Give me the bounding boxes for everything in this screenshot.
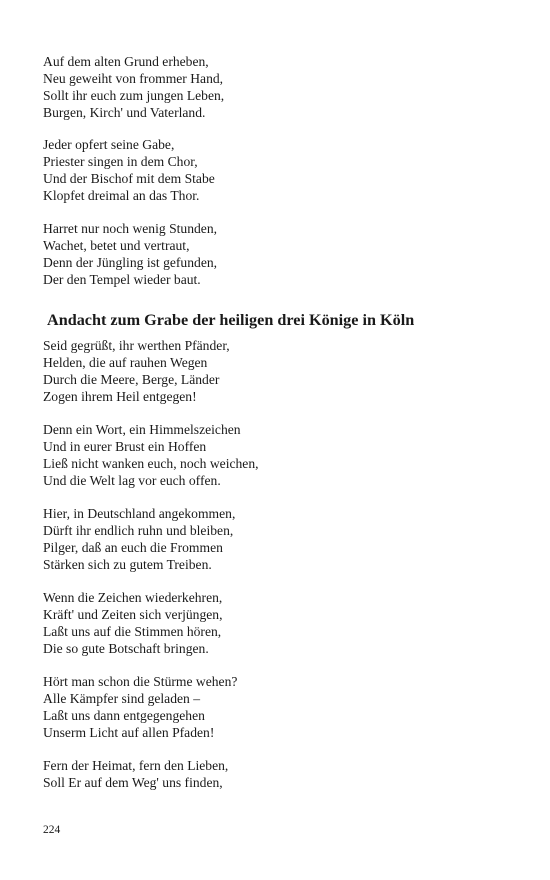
stanza-6: [43, 505, 513, 573]
verse-line: Wenn die Zeichen wiederkehren,: [43, 590, 223, 605]
verse-line: Unserm Licht auf allen Pfaden!: [43, 725, 215, 740]
stanza-3: [43, 220, 513, 288]
verse-line: Klopfet dreimal an das Thor.: [43, 188, 200, 203]
verse-line: Burgen, Kirch' und Vaterland.: [43, 105, 206, 120]
verse-line: Und der Bischof mit dem Stabe: [43, 171, 215, 186]
verse-line: Und in eurer Brust ein Hoffen: [43, 439, 207, 454]
verse-line: Und die Welt lag vor euch offen.: [43, 473, 221, 488]
verse-line: Laßt uns auf die Stimmen hören,: [43, 624, 222, 639]
verse-line: Neu geweiht von frommer Hand,: [43, 71, 224, 86]
verse-line: Denn ein Wort, ein Himmelszeichen: [43, 422, 241, 437]
verse-line: Denn der Jüngling ist gefunden,: [43, 255, 218, 270]
verse-line: Fern der Heimat, fern den Lieben,: [43, 758, 229, 773]
verse-line: Hier, in Deutschland angekommen,: [43, 506, 236, 521]
verse-line: Hört man schon die Stürme wehen?: [43, 674, 238, 689]
verse-line: Dürft ihr endlich ruhn und bleiben,: [43, 523, 234, 538]
verse-line: Auf dem alten Grund erheben,: [43, 54, 209, 69]
verse-line: Harret nur noch wenig Stunden,: [43, 221, 218, 236]
verse-line: Sollt ihr euch zum jungen Leben,: [43, 88, 225, 103]
stanza-9: [43, 757, 513, 791]
stanza-7: [43, 589, 513, 657]
stanza-1: [43, 53, 513, 121]
verse-line: Stärken sich zu gutem Treiben.: [43, 557, 212, 572]
stanza-5: [43, 421, 513, 489]
verse-line: Jeder opfert seine Gabe,: [43, 137, 175, 152]
verse-line: Wachet, betet und vertraut,: [43, 238, 190, 253]
verse-line: Helden, die auf rauhen Wegen: [43, 355, 208, 370]
page-number: 224: [43, 824, 61, 836]
verse-line: Die so gute Botschaft bringen.: [43, 641, 209, 656]
verse-line: Seid gegrüßt, ihr werthen Pfänder,: [43, 338, 230, 353]
stanza-4: [43, 337, 513, 405]
verse-line: Durch die Meere, Berge, Länder: [43, 372, 220, 387]
verse-line: Ließ nicht wanken euch, noch weichen,: [43, 456, 259, 471]
verse-line: Laßt uns dann entgegengehen: [43, 708, 205, 723]
verse-line: Soll Er auf dem Weg' uns finden,: [43, 775, 223, 790]
stanza-2: [43, 136, 513, 204]
verse-line: Zogen ihrem Heil entgegen!: [43, 389, 197, 404]
stanza-8: [43, 673, 513, 741]
verse-line: Pilger, daß an euch die Frommen: [43, 540, 223, 555]
verse-line: Der den Tempel wieder baut.: [43, 272, 201, 287]
verse-line: Kräft' und Zeiten sich verjüngen,: [43, 607, 223, 622]
verse-line: Priester singen in dem Chor,: [43, 154, 198, 169]
poem-title: Andacht zum Grabe der heiligen drei Könige in Köln: [47, 311, 415, 329]
verse-line: Alle Kämpfer sind geladen –: [43, 691, 201, 706]
